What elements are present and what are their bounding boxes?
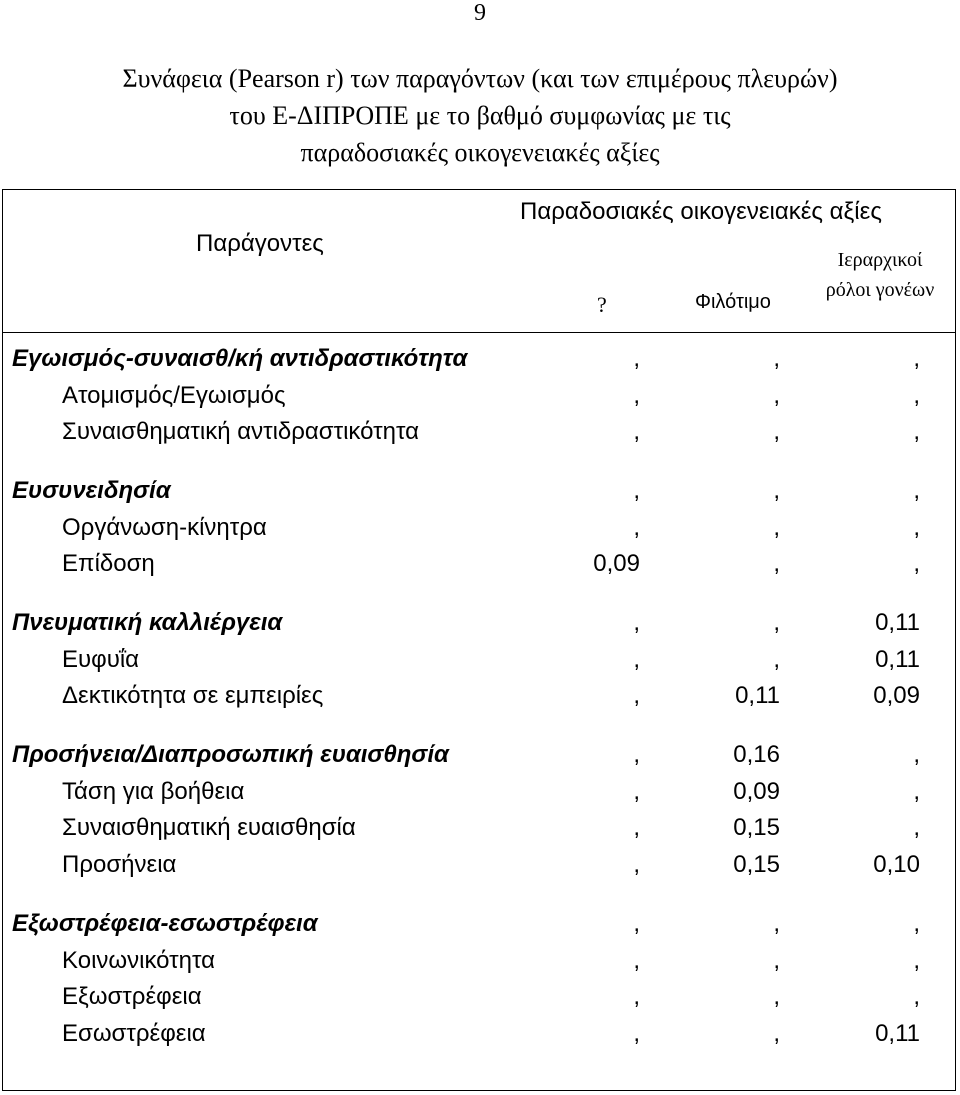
cell-value-col-3: , xyxy=(913,741,920,768)
cell-value-col-1: , xyxy=(633,382,640,409)
cell-value-col-2: , xyxy=(773,418,780,445)
cell-value-col-1: , xyxy=(633,778,640,805)
factor-label: Πνευματική καλλιέργεια xyxy=(12,609,283,636)
facet-label: Εξωστρέφεια xyxy=(62,983,202,1010)
cell-value-col-3: , xyxy=(913,418,920,445)
cell-value-col-2: , xyxy=(773,550,780,577)
table-group-row xyxy=(0,606,960,640)
cell-value-col-3: , xyxy=(913,550,920,577)
cell-value-col-1: , xyxy=(633,682,640,709)
facet-label: Ευφυΐα xyxy=(62,646,140,673)
table-group-row xyxy=(0,738,960,772)
cell-value-col-2: , xyxy=(773,947,780,974)
cell-value-col-3: 0,11 xyxy=(875,609,920,636)
table-row xyxy=(0,379,960,413)
cell-value-col-2: , xyxy=(773,1020,780,1047)
table-row xyxy=(0,775,960,809)
cell-value-col-1: 0,09 xyxy=(593,550,640,577)
header-column-group: Παραδοσιακές οικογενειακές αξίες xyxy=(520,198,882,225)
cell-value-col-3: , xyxy=(913,382,920,409)
title-line-2: του Ε-ΔΙΠΡΟΠΕ με το βαθμό συμφωνίας με τις xyxy=(229,101,731,130)
title-line-1: Συνάφεια (Pearson r) των παραγόντων (και των επιμέρους πλευρών) xyxy=(122,64,838,93)
table-row xyxy=(0,679,960,713)
cell-value-col-1: , xyxy=(633,646,640,673)
cell-value-col-1: , xyxy=(633,983,640,1010)
cell-value-col-3: , xyxy=(913,983,920,1010)
cell-value-col-2: , xyxy=(773,609,780,636)
table-row xyxy=(0,811,960,845)
facet-label: Κοινωνικότητα xyxy=(62,947,216,974)
cell-value-col-2: , xyxy=(773,646,780,673)
table-row xyxy=(0,415,960,449)
factor-label: Ευσυνειδησία xyxy=(12,477,171,504)
facet-label: Δεκτικότητα σε εμπειρίες xyxy=(62,682,324,709)
factor-label: Εξωστρέφεια-εσωστρέφεια xyxy=(12,910,318,937)
table-group-row xyxy=(0,907,960,941)
cell-value-col-3: , xyxy=(913,477,920,504)
cell-value-col-2: , xyxy=(773,910,780,937)
factor-label: Προσήνεια/Διαπροσωπική ευαισθησία xyxy=(12,741,449,768)
cell-value-col-2: , xyxy=(773,382,780,409)
cell-value-col-1: , xyxy=(633,910,640,937)
facet-label: Τάση για βοήθεια xyxy=(62,778,245,805)
facet-label: Ατομισμός/Εγωισμός xyxy=(62,382,286,409)
cell-value-col-2: 0,15 xyxy=(733,814,780,841)
header-column-3: Ιεραρχικοί ρόλοι γονέων xyxy=(825,249,935,301)
cell-value-col-2: 0,11 xyxy=(735,682,780,709)
cell-value-col-1: , xyxy=(633,741,640,768)
cell-value-col-2: , xyxy=(773,477,780,504)
cell-value-col-3: , xyxy=(913,345,920,372)
cell-value-col-1: , xyxy=(633,514,640,541)
cell-value-col-3: , xyxy=(913,910,920,937)
cell-value-col-1: , xyxy=(633,851,640,878)
header-column-1: ? xyxy=(597,292,607,317)
cell-value-col-3: 0,11 xyxy=(875,646,920,673)
facet-label: Συναισθηματική ευαισθησία xyxy=(62,814,356,841)
cell-value-col-3: 0,09 xyxy=(873,682,920,709)
facet-label: Εσωστρέφεια xyxy=(62,1020,206,1047)
cell-value-col-2: , xyxy=(773,345,780,372)
header-column-2: Φιλότιμο xyxy=(695,291,771,313)
page-number: 9 xyxy=(474,0,486,26)
cell-value-col-1: , xyxy=(633,609,640,636)
table-row xyxy=(0,980,960,1014)
table-row xyxy=(0,643,960,677)
cell-value-col-2: 0,09 xyxy=(733,778,780,805)
table-group-row xyxy=(0,342,960,376)
facet-label: Επίδοση xyxy=(62,550,155,577)
table-group-row xyxy=(0,474,960,508)
factor-label: Εγωισμός-συναισθ/κή αντιδραστικότητα xyxy=(12,345,468,372)
table-row xyxy=(0,511,960,545)
facet-label: Συναισθηματική αντιδραστικότητα xyxy=(62,418,419,445)
header-divider xyxy=(2,332,956,333)
cell-value-col-3: 0,10 xyxy=(873,851,920,878)
cell-value-col-1: , xyxy=(633,477,640,504)
facet-label: Οργάνωση-κίνητρα xyxy=(62,514,267,541)
table-row xyxy=(0,547,960,581)
table-row xyxy=(0,944,960,978)
table-row xyxy=(0,1017,960,1051)
cell-value-col-1: , xyxy=(633,418,640,445)
header-factors: Παράγοντες xyxy=(196,230,324,257)
cell-value-col-1: , xyxy=(633,345,640,372)
cell-value-col-3: , xyxy=(913,814,920,841)
cell-value-col-2: 0,16 xyxy=(733,741,780,768)
cell-value-col-1: , xyxy=(633,947,640,974)
cell-value-col-3: , xyxy=(913,778,920,805)
cell-value-col-2: , xyxy=(773,983,780,1010)
cell-value-col-2: , xyxy=(773,514,780,541)
cell-value-col-1: , xyxy=(633,814,640,841)
document-title xyxy=(0,60,960,171)
facet-label: Προσήνεια xyxy=(62,851,177,878)
cell-value-col-3: , xyxy=(913,947,920,974)
cell-value-col-1: , xyxy=(633,1020,640,1047)
table-row xyxy=(0,848,960,882)
title-line-3: παραδοσιακές οικογενειακές αξίες xyxy=(300,138,660,167)
cell-value-col-2: 0,15 xyxy=(733,851,780,878)
cell-value-col-3: 0,11 xyxy=(875,1020,920,1047)
cell-value-col-3: , xyxy=(913,514,920,541)
